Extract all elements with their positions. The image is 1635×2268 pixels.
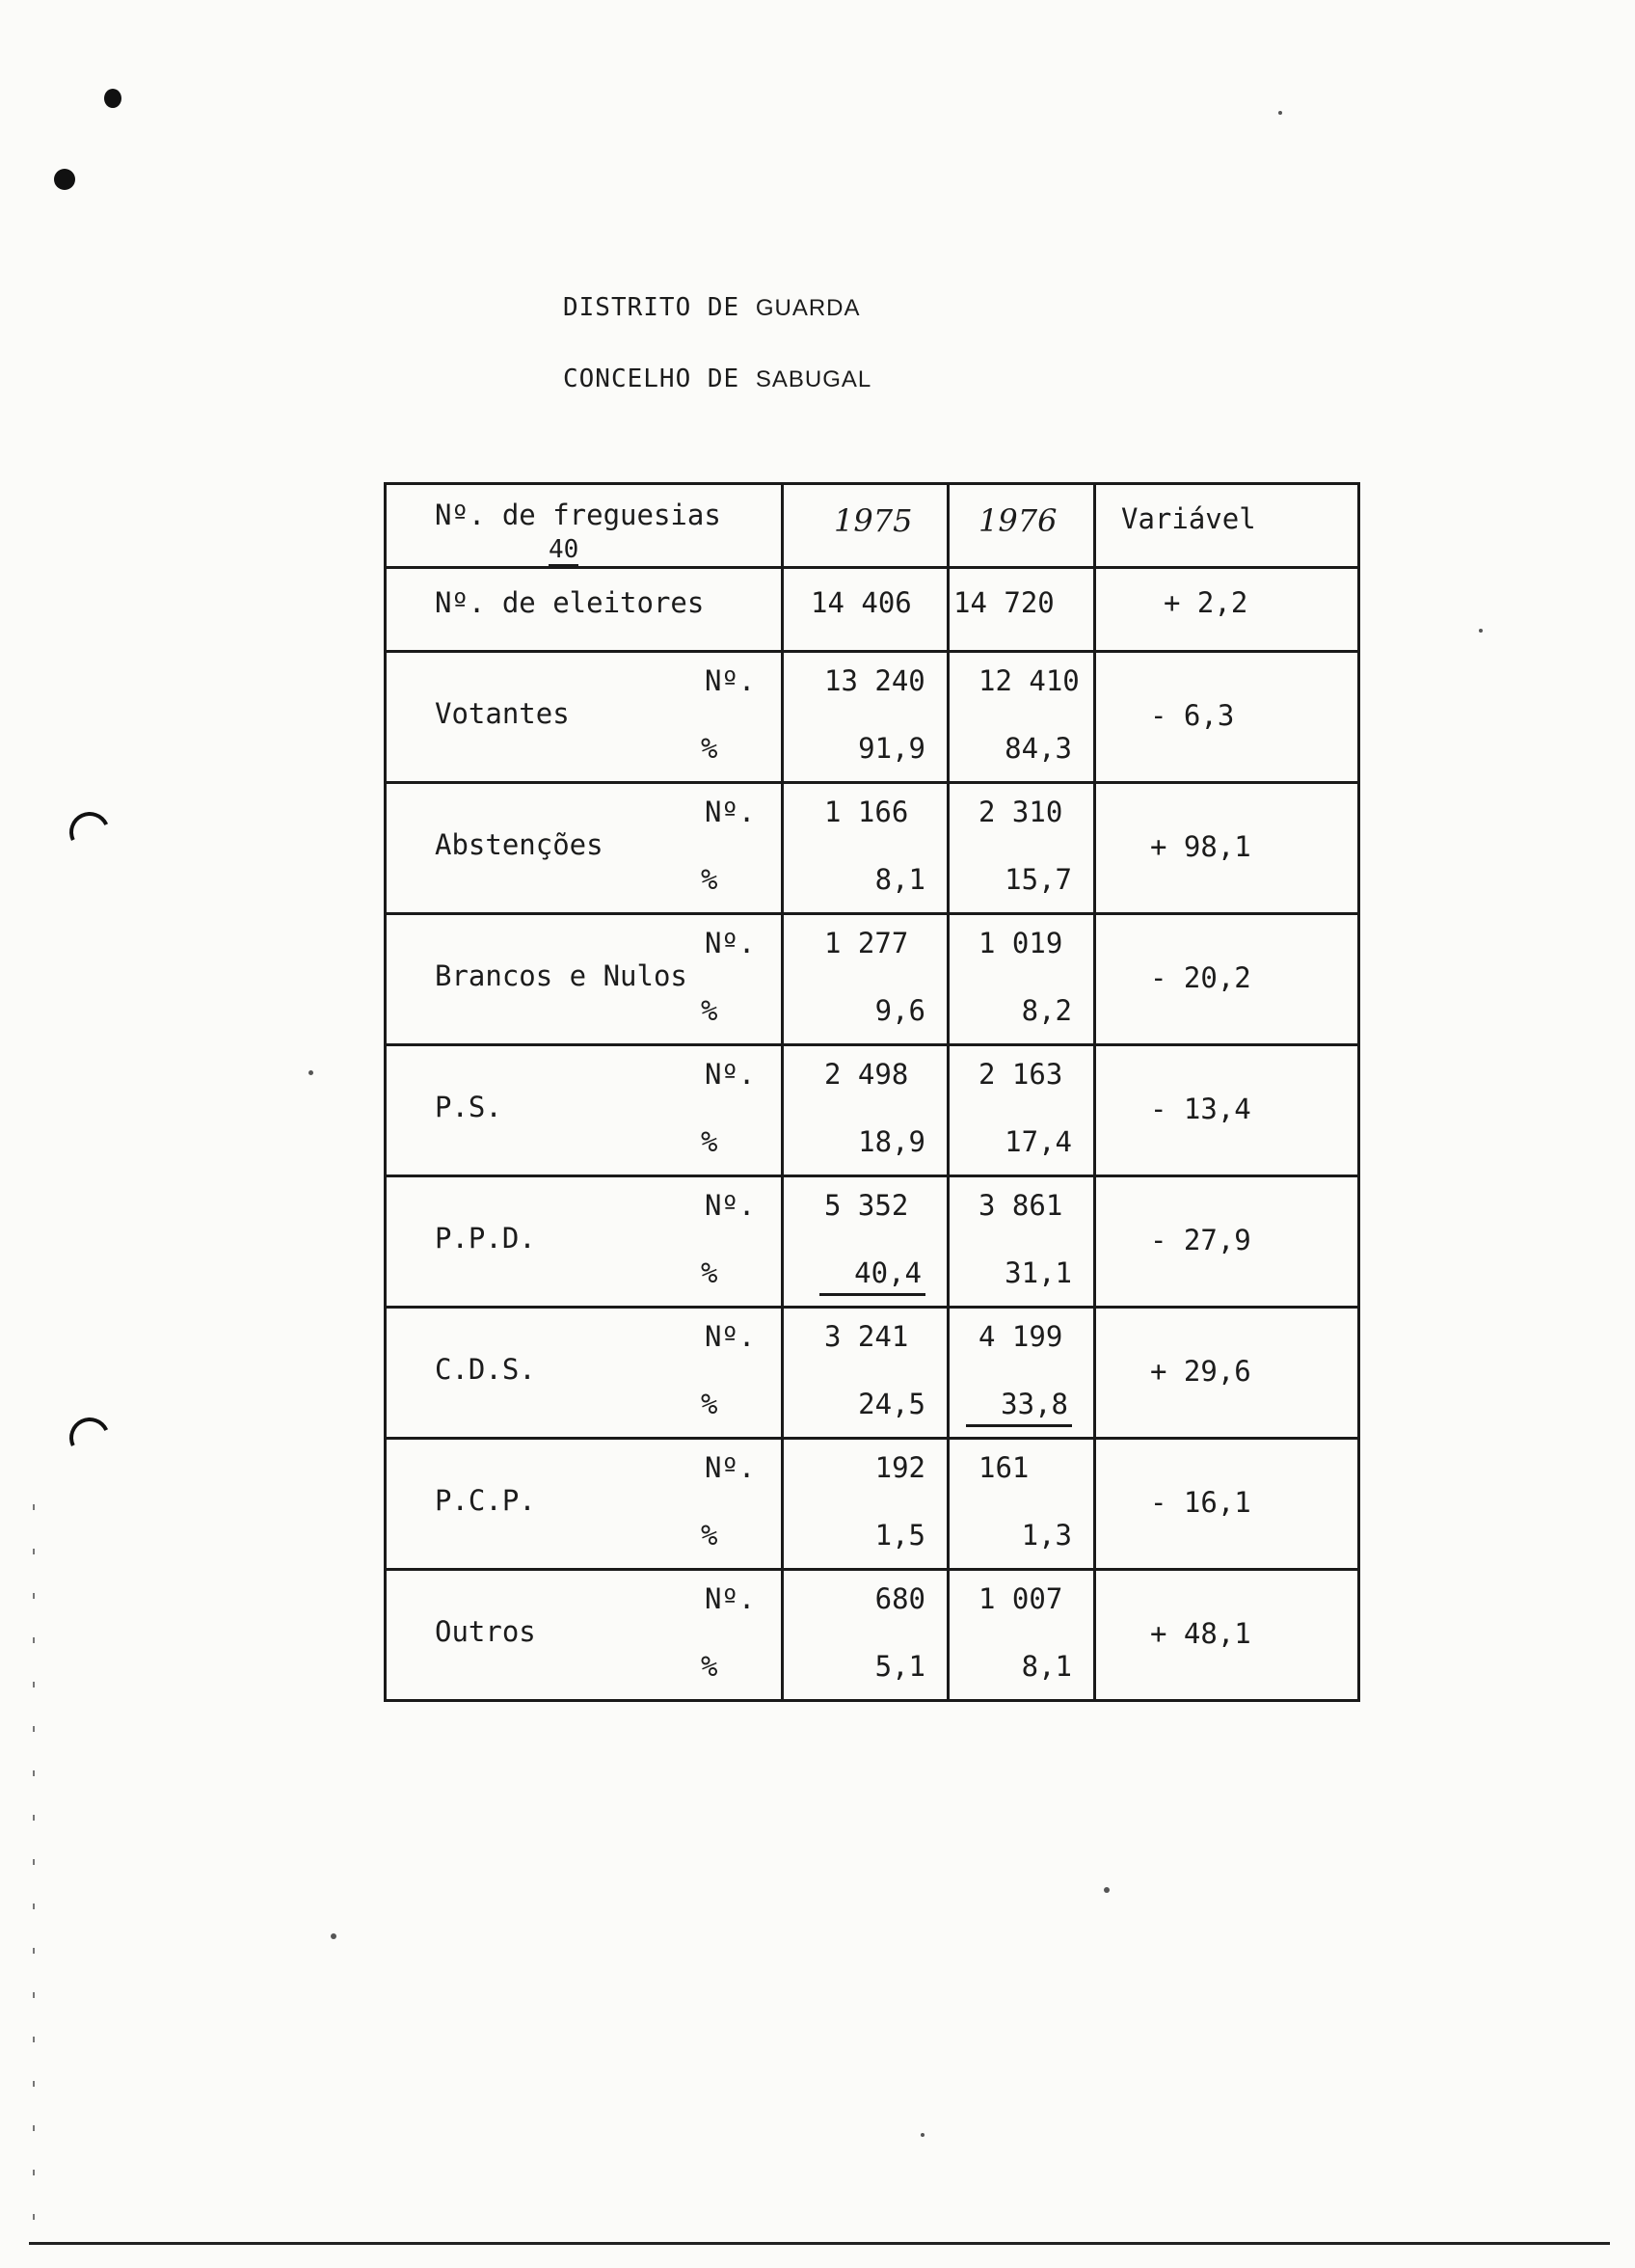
percent-sublabel: % [701, 1650, 718, 1683]
scan-speck [1278, 111, 1282, 115]
percent-1975: 91,9 [858, 732, 925, 765]
percent-sublabel: % [701, 1388, 718, 1420]
percent-1976: 17,4 [1005, 1125, 1072, 1158]
value-1975-cell [783, 1570, 949, 1701]
variation-cell [1095, 783, 1359, 914]
variation-value: - 27,9 [1150, 1224, 1251, 1256]
percent-1976: 84,3 [1005, 732, 1072, 765]
punch-hole-mark [104, 89, 121, 108]
scan-speck [331, 1933, 336, 1939]
count-1976: 4 199 [978, 1320, 1063, 1353]
variation-value: - 13,4 [1150, 1093, 1251, 1125]
variation-cell [1095, 1045, 1359, 1176]
table-row [386, 1570, 1359, 1701]
variable-header [1095, 484, 1359, 568]
percent-sublabel: % [701, 732, 718, 765]
percent-sublabel: % [701, 1256, 718, 1289]
variation-value: + 48,1 [1150, 1617, 1251, 1650]
table-row [386, 652, 1359, 783]
row-label: P.C.P. [435, 1484, 536, 1517]
count-1975: 5 352 [824, 1189, 909, 1222]
row-label: P.P.D. [435, 1222, 536, 1255]
percent-sublabel: % [701, 1125, 718, 1158]
eleitores-1975: 14 406 [811, 586, 912, 619]
eleitores-label: Nº. de eleitores [435, 586, 705, 619]
value-1975-cell [783, 1176, 949, 1308]
row-label: Outros [435, 1615, 536, 1648]
punch-hole-mark [54, 169, 75, 190]
count-1975: 3 241 [824, 1320, 909, 1353]
percent-1975: 8,1 [874, 863, 925, 896]
freguesias-cell [386, 484, 783, 568]
number-sublabel: Nº. [705, 927, 756, 959]
table-row [386, 1176, 1359, 1308]
table-row [386, 783, 1359, 914]
variation-cell [1095, 1176, 1359, 1308]
eleitores-variation-cell [1095, 568, 1359, 652]
table-header-row [386, 484, 1359, 568]
row-label-cell [386, 914, 783, 1045]
percent-1975: 40,4 [819, 1256, 925, 1296]
page-bottom-edge [29, 2242, 1610, 2245]
table-row [386, 914, 1359, 1045]
row-label: C.D.S. [435, 1353, 536, 1386]
percent-sublabel: % [701, 863, 718, 896]
count-1976: 2 163 [978, 1058, 1063, 1091]
variation-cell [1095, 1570, 1359, 1701]
row-label: Votantes [435, 697, 570, 730]
scan-speck [921, 2133, 925, 2137]
election-results-table [384, 482, 1360, 1702]
district-prefix: DISTRITO DE [563, 293, 740, 322]
variation-value: - 16,1 [1150, 1486, 1251, 1519]
percent-1976: 8,2 [1021, 994, 1072, 1027]
row-label-cell [386, 1308, 783, 1439]
year-1976-header [949, 484, 1095, 568]
variable-label: Variável [1121, 502, 1256, 535]
count-1976: 1 007 [978, 1582, 1063, 1615]
row-label-cell [386, 1570, 783, 1701]
value-1975-cell [783, 1308, 949, 1439]
count-1976: 161 [978, 1451, 1030, 1484]
count-1975: 2 498 [824, 1058, 909, 1091]
value-1975-cell [783, 1439, 949, 1570]
value-1975-cell [783, 1045, 949, 1176]
row-label-cell [386, 1439, 783, 1570]
percent-1975: 5,1 [874, 1650, 925, 1683]
value-1976-cell [949, 783, 1095, 914]
variation-value: + 98,1 [1150, 830, 1251, 863]
count-1975: 680 [874, 1582, 925, 1615]
variation-value: + 29,6 [1150, 1355, 1251, 1388]
staple-mark [64, 1412, 116, 1464]
council-name: SABUGAL [755, 366, 872, 392]
count-1975: 1 166 [824, 796, 909, 828]
variation-cell [1095, 652, 1359, 783]
table-row [386, 1308, 1359, 1439]
value-1975-cell [783, 652, 949, 783]
number-sublabel: Nº. [705, 1451, 756, 1484]
variation-cell [1095, 1308, 1359, 1439]
value-1976-cell [949, 1045, 1095, 1176]
council-prefix: CONCELHO DE [563, 364, 740, 393]
year-1975-label: 1975 [834, 502, 913, 539]
number-sublabel: Nº. [705, 1189, 756, 1222]
scan-speck [308, 1070, 313, 1075]
percent-1975: 9,6 [874, 994, 925, 1027]
eleitores-1976-cell [949, 568, 1095, 652]
value-1976-cell [949, 914, 1095, 1045]
number-sublabel: Nº. [705, 1320, 756, 1353]
scan-speck [1104, 1887, 1110, 1893]
row-label-cell [386, 783, 783, 914]
percent-1976: 8,1 [1021, 1650, 1072, 1683]
table-row [386, 568, 1359, 652]
number-sublabel: Nº. [705, 664, 756, 697]
value-1975-cell [783, 914, 949, 1045]
variation-value: - 20,2 [1150, 961, 1251, 994]
table-row [386, 1439, 1359, 1570]
variation-cell [1095, 914, 1359, 1045]
value-1976-cell [949, 1308, 1095, 1439]
eleitores-1975-cell [783, 568, 949, 652]
percent-1976: 33,8 [966, 1388, 1072, 1427]
count-1976: 1 019 [978, 927, 1063, 959]
table-row [386, 1045, 1359, 1176]
council-heading [563, 364, 871, 393]
year-1975-header [783, 484, 949, 568]
percent-1976: 1,3 [1021, 1519, 1072, 1552]
percent-1975: 1,5 [874, 1519, 925, 1552]
number-sublabel: Nº. [705, 1582, 756, 1615]
count-1975: 1 277 [824, 927, 909, 959]
value-1976-cell [949, 1570, 1095, 1701]
freguesias-count: 40 [549, 535, 579, 564]
variation-value: - 6,3 [1150, 699, 1235, 732]
year-1976-label: 1976 [978, 502, 1058, 539]
row-label-cell [386, 1045, 783, 1176]
eleitores-1976: 14 720 [953, 586, 1055, 619]
staple-mark [64, 806, 116, 858]
row-label: P.S. [435, 1091, 502, 1123]
percent-sublabel: % [701, 1519, 718, 1552]
count-1975: 192 [874, 1451, 925, 1484]
row-label-cell [386, 652, 783, 783]
row-label-cell [386, 1176, 783, 1308]
percent-1975: 18,9 [858, 1125, 925, 1158]
count-1976: 2 310 [978, 796, 1063, 828]
eleitores-label-cell [386, 568, 783, 652]
freguesias-label: Nº. de freguesias [435, 499, 721, 531]
party-rows [386, 652, 1359, 1701]
value-1976-cell [949, 1439, 1095, 1570]
row-label: Brancos e Nulos [435, 959, 687, 992]
variation-cell [1095, 1439, 1359, 1570]
number-sublabel: Nº. [705, 1058, 756, 1091]
eleitores-variation: + 2,2 [1164, 586, 1248, 619]
value-1975-cell [783, 783, 949, 914]
number-sublabel: Nº. [705, 796, 756, 828]
row-label: Abstenções [435, 828, 603, 861]
percent-1976: 31,1 [1005, 1256, 1072, 1289]
value-1976-cell [949, 652, 1095, 783]
percent-1975: 24,5 [858, 1388, 925, 1420]
percent-sublabel: % [701, 994, 718, 1027]
count-1976: 3 861 [978, 1189, 1063, 1222]
count-1976: 12 410 [978, 664, 1080, 697]
district-name: GUARDA [755, 295, 861, 321]
scan-edge-marks [33, 1504, 35, 2237]
value-1976-cell [949, 1176, 1095, 1308]
count-1975: 13 240 [824, 664, 925, 697]
scan-speck [1479, 629, 1483, 633]
district-heading [563, 293, 861, 322]
percent-1976: 15,7 [1005, 863, 1072, 896]
